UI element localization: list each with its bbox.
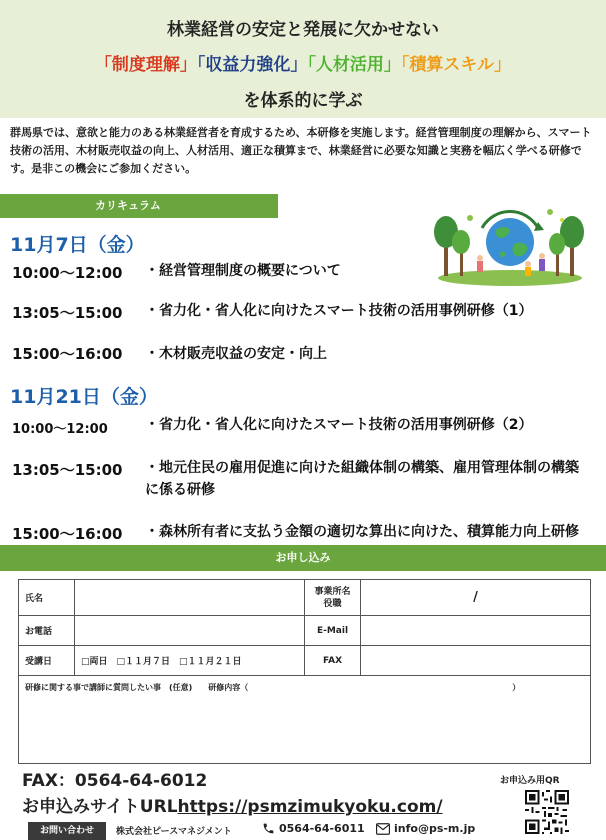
name-field[interactable] — [75, 580, 305, 616]
name-label: 氏名 — [19, 580, 75, 616]
header-line-3: を体系的に学ぶ — [243, 91, 363, 111]
application-url — [22, 792, 443, 817]
slot-time: 13:05～15:00 — [12, 461, 123, 479]
org-label: 事業所名 役職 — [305, 580, 361, 616]
url-label: お申込みサイトURL — [22, 797, 178, 817]
keyword-system: 「制度理解」 — [94, 55, 197, 75]
slot-topic: ・経営管理制度の概要について — [145, 263, 341, 279]
org-field[interactable] — [361, 580, 591, 616]
slot-topic: ・木材販売収益の安定・向上 — [145, 346, 327, 362]
fax-number: FAX：0564-64-6012 — [22, 771, 208, 791]
keyword-estimation: 「積算スキル」 — [400, 55, 512, 75]
tel-label: お電話 — [19, 616, 75, 646]
header-banner — [0, 0, 606, 118]
header-line-1: 林業経営の安定と発展に欠かせない — [167, 20, 439, 40]
qr-label: お申込み用QR — [500, 776, 560, 786]
slot-topic: ・省力化・省人化に向けたスマート技術の活用事例研修（1） — [145, 303, 533, 319]
keyword-hr: 「人材活用」 — [307, 55, 401, 75]
question-label: 研修に関する事で講師に質問したい事 (任意) 研修内容（ ） — [25, 683, 521, 692]
slot-time: 10:00～12:00 — [12, 422, 108, 437]
question-field[interactable] — [19, 676, 591, 764]
company-name: 株式会社ピースマネジメント — [116, 827, 232, 837]
tel-field[interactable] — [75, 616, 305, 646]
fax-label: FAX — [305, 646, 361, 676]
slot-time: 10:00～12:00 — [12, 264, 123, 282]
intro-text: 群馬県では、意欲と能力のある林業経営者を育成するため、本研修を実施します。経営管理制度の理解から、スマート技術の活用、木材販売収益の向上、人材活用、適正な積算まで、林業経営に必要な知識と実務を幅広く学べる研修です。是非この機会にご参加ください。 — [10, 126, 592, 175]
forest-earth-illustration — [430, 198, 590, 288]
slot-topic: ・地元住民の雇用促進に向けた組織体制の構築、雇用管理体制の構築に係る研修 — [145, 460, 579, 498]
application-form — [18, 579, 591, 764]
org-separator: / — [473, 590, 478, 605]
fax-field[interactable] — [361, 646, 591, 676]
date-label: 受講日 — [19, 646, 75, 676]
date-options[interactable]: □両日 □１１月７日 □１１月２１日 — [75, 646, 305, 676]
email-label: E-Mail — [305, 616, 361, 646]
inquiry-label: お問い合わせ — [28, 822, 106, 840]
phone-number[interactable]: 0564-64-6011 — [279, 822, 365, 835]
slot-time: 15:00～16:00 — [12, 525, 123, 543]
phone-icon — [262, 822, 275, 835]
keyword-profit: 「収益力強化」 — [196, 55, 308, 75]
qr-code-icon[interactable] — [525, 790, 569, 834]
email-address[interactable]: info@ps-m.jp — [394, 822, 476, 835]
url-link[interactable]: https://psmzimukyoku.com/ — [177, 797, 443, 817]
date-day1: 11月7日（金） — [10, 234, 145, 256]
application-bar: お申し込み — [0, 545, 606, 571]
slot-time: 15:00～16:00 — [12, 345, 123, 363]
header-keywords — [0, 50, 606, 75]
slot-topic: ・森林所有者に支払う金額の適切な算出に向けた、積算能力向上研修 — [145, 524, 579, 540]
curriculum-bar: カリキュラム — [0, 194, 278, 218]
slot-time: 13:05～15:00 — [12, 304, 123, 322]
slot-topic: ・省力化・省人化に向けたスマート技術の活用事例研修（2） — [145, 417, 533, 433]
date-day2: 11月21日（金） — [10, 386, 158, 408]
email-field[interactable] — [361, 616, 591, 646]
phone-contact — [262, 822, 365, 835]
mail-icon — [376, 823, 390, 835]
mail-contact — [376, 822, 475, 835]
